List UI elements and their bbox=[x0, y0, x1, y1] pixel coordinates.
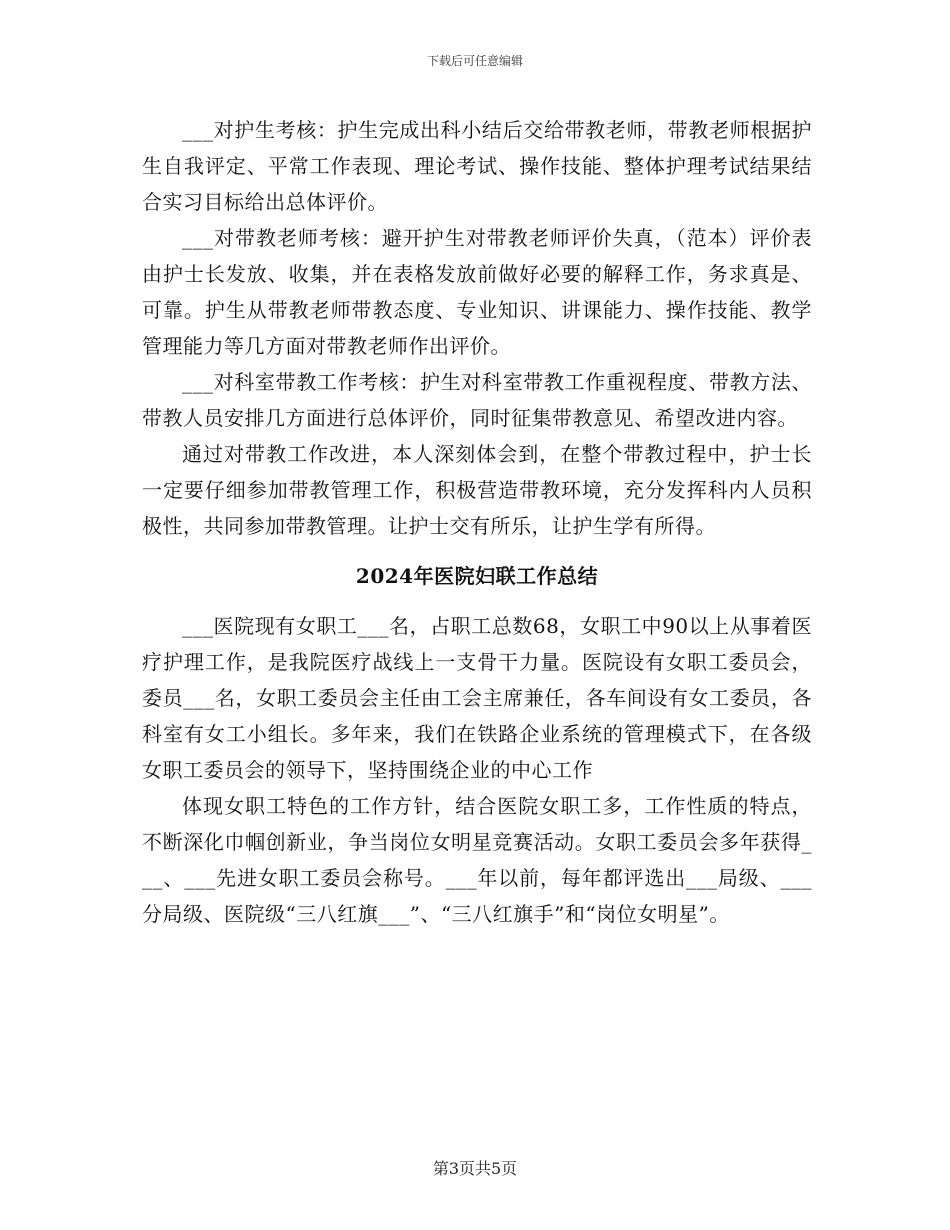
paragraph-nurse-student-assessment: ___对护生考核：护生完成出科小结后交给带教老师，带教老师根据护生自我评定、平常工作表现、理论考试、操作技能、整体护理考试结果结合实习目标给出总体评价。 bbox=[142, 118, 812, 214]
header-note: 下载后可任意编辑 bbox=[426, 54, 523, 68]
section-title: 2024年医院妇联工作总结 bbox=[355, 564, 599, 588]
paragraph-work-policy: 体现女职工特色的工作方针，结合医院女职工多，工作性质的特点，不断深化巾帼创新业，争当岗位女明星竞赛活动。女职工委员会多年获得___、___先进女职工委员会称号。___年以前，每年都评选出___局级、___分局级、医院级“三八红旗___”、“三八红旗手”和“岗位女明星”。 bbox=[142, 794, 812, 926]
paragraph-teacher-assessment: ___对带教老师考核：避开护生对带教老师评价失真，（范本）评价表由护士长发放、收集，并在表格发放前做好必要的解释工作，务求真是、可靠。护生从带教老师带教态度、专业知识、讲课能力、操作技能、教学管理能力等几方面对带教老师作出评价。 bbox=[142, 226, 812, 358]
paragraph-conclusion: 通过对带教工作改进，本人深刻体会到，在整个带教过程中，护士长一定要仔细参加带教管理工作，积极营造带教环境，充分发挥科内人员积极性，共同参加带教管理。让护士交有所乐，让护生学有所得。 bbox=[142, 442, 812, 538]
paragraph-hospital-overview: ___医院现有女职工___名，占职工总数68，女职工中90以上从事着医疗护理工作，是我院医疗战线上一支骨干力量。医院设有女职工委员会，委员___名，女职工委员会主任由工会主席兼任，各车间设有女工委员，各科室有女工小组长。多年来，我们在铁路企业系统的管理模式下，在各级女职工委员会的领导下，坚持围绕企业的中心工作 bbox=[142, 614, 812, 782]
document-body bbox=[142, 112, 812, 932]
page-number: 第3页共5页 bbox=[432, 1159, 518, 1178]
paragraph-department-assessment: ___对科室带教工作考核：护生对科室带教工作重视程度、带教方法、带教人员安排几方面进行总体评价，同时征集带教意见、希望改进内容。 bbox=[142, 370, 812, 430]
